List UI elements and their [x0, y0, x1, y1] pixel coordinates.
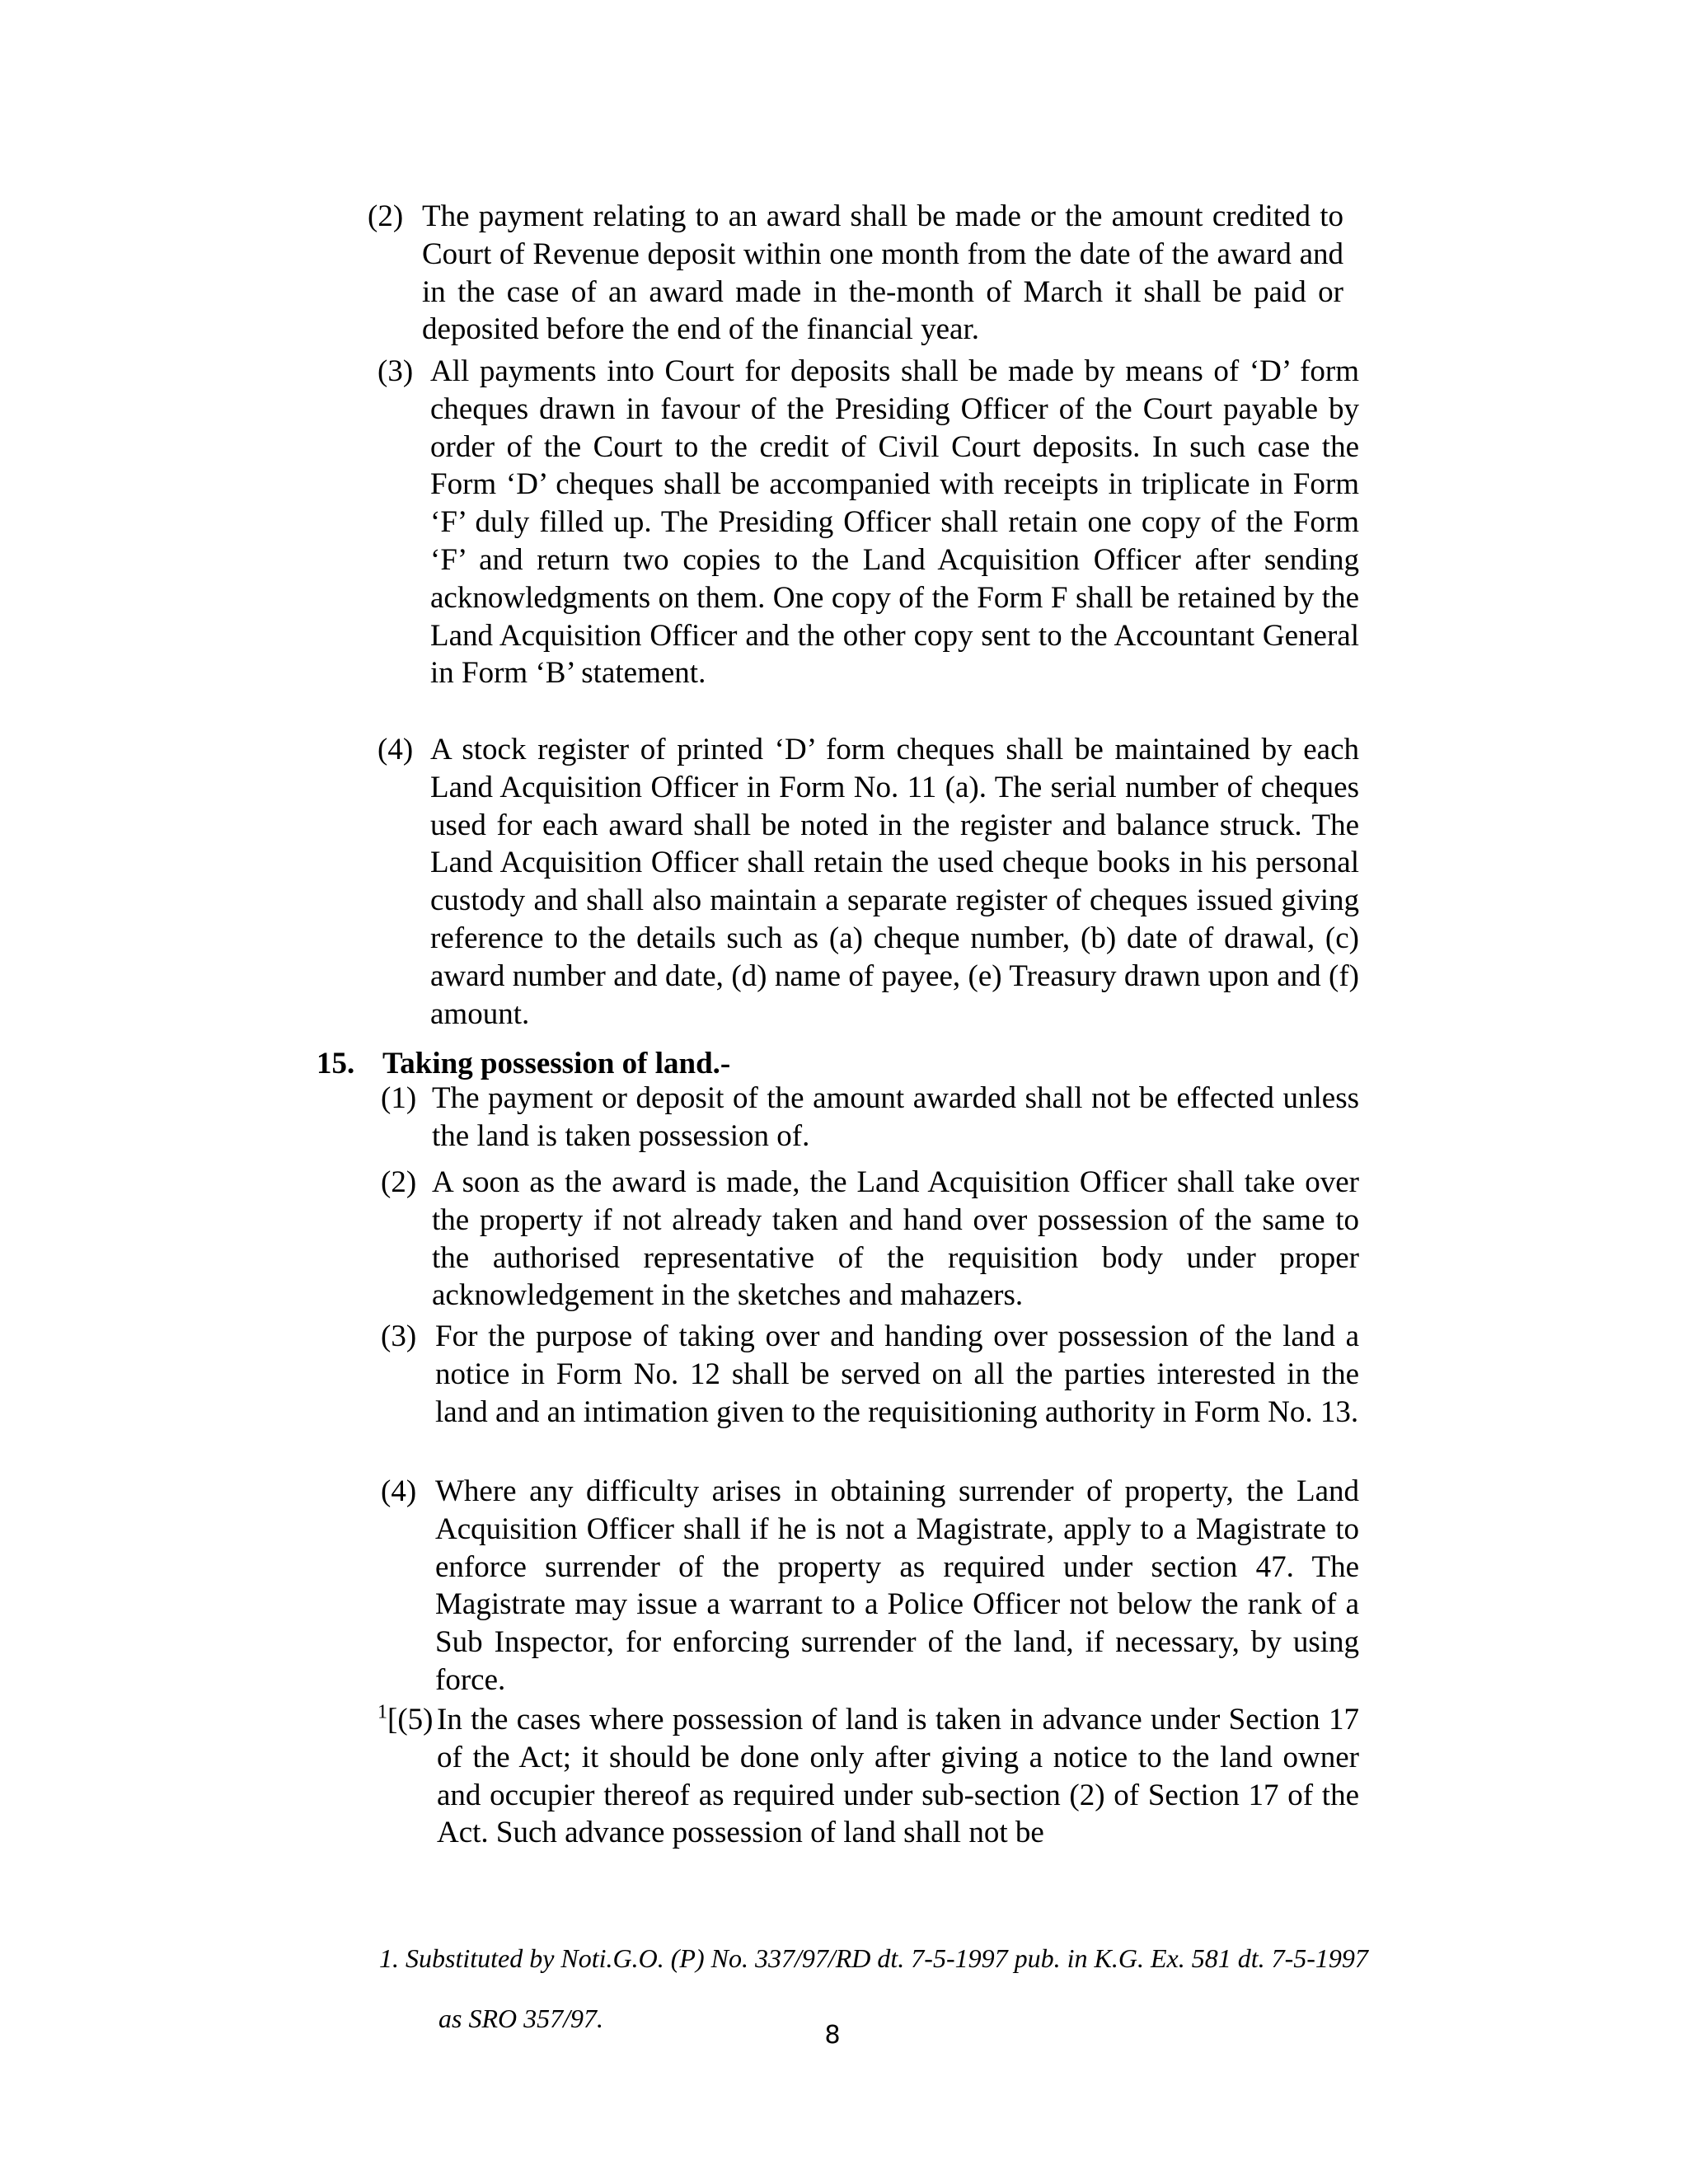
clause-text: A soon as the award is made, the Land Acquisition Officer shall take over the property if not already taken and hand over possession of the same to the authorised representative of the requisition body under proper acknowledgement in the sketches and mahazers.	[432, 1165, 1359, 1313]
clause-number: (4)	[381, 1474, 417, 1508]
section-15-clause-3	[381, 1318, 1359, 1431]
clause-text: The payment or deposit of the amount awarded shall not be effected unless the land is taken possession of.	[432, 1081, 1359, 1153]
clause-text: For the purpose of taking over and handing over possession of the land a notice in Form No. 12 shall be served on all the parties interested in the land and an intimation given to the requisitioning authority in Form No. 13.	[435, 1319, 1359, 1429]
section-heading	[316, 1045, 893, 1083]
footnote-text: 1. Substituted by Noti.G.O. (P) No. 337/97/RD dt. 7-5-1997 pub. in K.G. Ex. 581 dt. 7-5-1997 as SRO 357/97.	[379, 1943, 1368, 2033]
footnote-marker: 1	[377, 1701, 387, 1723]
clause-number-text: [(5)	[387, 1703, 434, 1736]
page-number: 8	[824, 2021, 841, 2050]
footnote	[379, 1929, 1368, 2049]
clause-text: In the cases where possession of land is taken in advance under Section 17 of the Act; it should be done only after giving a notice to the land owner and occupier thereof as required under sub-section (2) of Section 17 of the Act. Such advance possession of land shall not be	[437, 1703, 1359, 1850]
section-15-clause-1	[381, 1080, 1359, 1155]
clause-text: A stock register of printed ‘D’ form cheques shall be maintained by each Land Acquisition Officer in Form No. 11 (a). The serial number of cheques used for each award shall be noted in the register and balance struck. The Land Acquisition Officer shall retain the used cheque books in his personal custody and shall also maintain a separate register of cheques issued giving reference to the details such as (a) cheque number, (b) date of drawal, (c) award number and date, (d) name of payee, (e) Treasury drawn upon and (f) amount.	[430, 733, 1359, 1031]
clause-number: (3)	[381, 1319, 417, 1353]
clause-number: (3)	[377, 354, 414, 388]
clause-text: Where any difficulty arises in obtaining surrender of property, the Land Acquisition Officer shall if he is not a Magistrate, apply to a Magistrate to enforce surrender of the property as required under section 47. The Magistrate may issue a warrant to a Police Officer not below the rank of a Sub Inspector, for enforcing surrender of the land, if necessary, by using force.	[435, 1474, 1359, 1697]
clause-4-stock-register	[377, 731, 1359, 1033]
section-15-clause-4	[381, 1473, 1359, 1699]
clause-text: The payment relating to an award shall be made or the amount credited to Court of Revenue deposit within one month from the date of the award and in the case of an award made in the-month of March it shall be paid or deposited before the end of the financial year.	[422, 199, 1343, 347]
clause-number	[377, 1701, 433, 1739]
clause-3-court-deposits	[377, 353, 1359, 692]
clause-number: (2)	[381, 1165, 417, 1199]
clause-text: All payments into Court for deposits shall be made by means of ‘D’ form cheques drawn in favour of the Presiding Officer of the Court payable by order of the Court to the credit of Civil Court deposits. In such case the Form ‘D’ cheques shall be accompanied with receipts in triplicate in Form ‘F’ duly filled up. The Presiding Officer shall retain one copy of the Form ‘F’ and return two copies to the Land Acquisition Officer after sending acknowledgments on them. One copy of the Form F shall be retained by the Land Acquisition Officer and the other copy sent to the Accountant General in Form ‘B’ statement.	[430, 354, 1359, 691]
clause-number: (1)	[381, 1081, 417, 1115]
section-15-clause-2	[381, 1164, 1359, 1315]
section-15-clause-5	[377, 1701, 1359, 1852]
clause-2-payment-timing	[368, 198, 1343, 349]
clause-number: (4)	[377, 733, 414, 766]
section-number: 15.	[316, 1047, 355, 1080]
clause-number: (2)	[368, 199, 404, 233]
section-title: Taking possession of land.-	[382, 1047, 731, 1080]
